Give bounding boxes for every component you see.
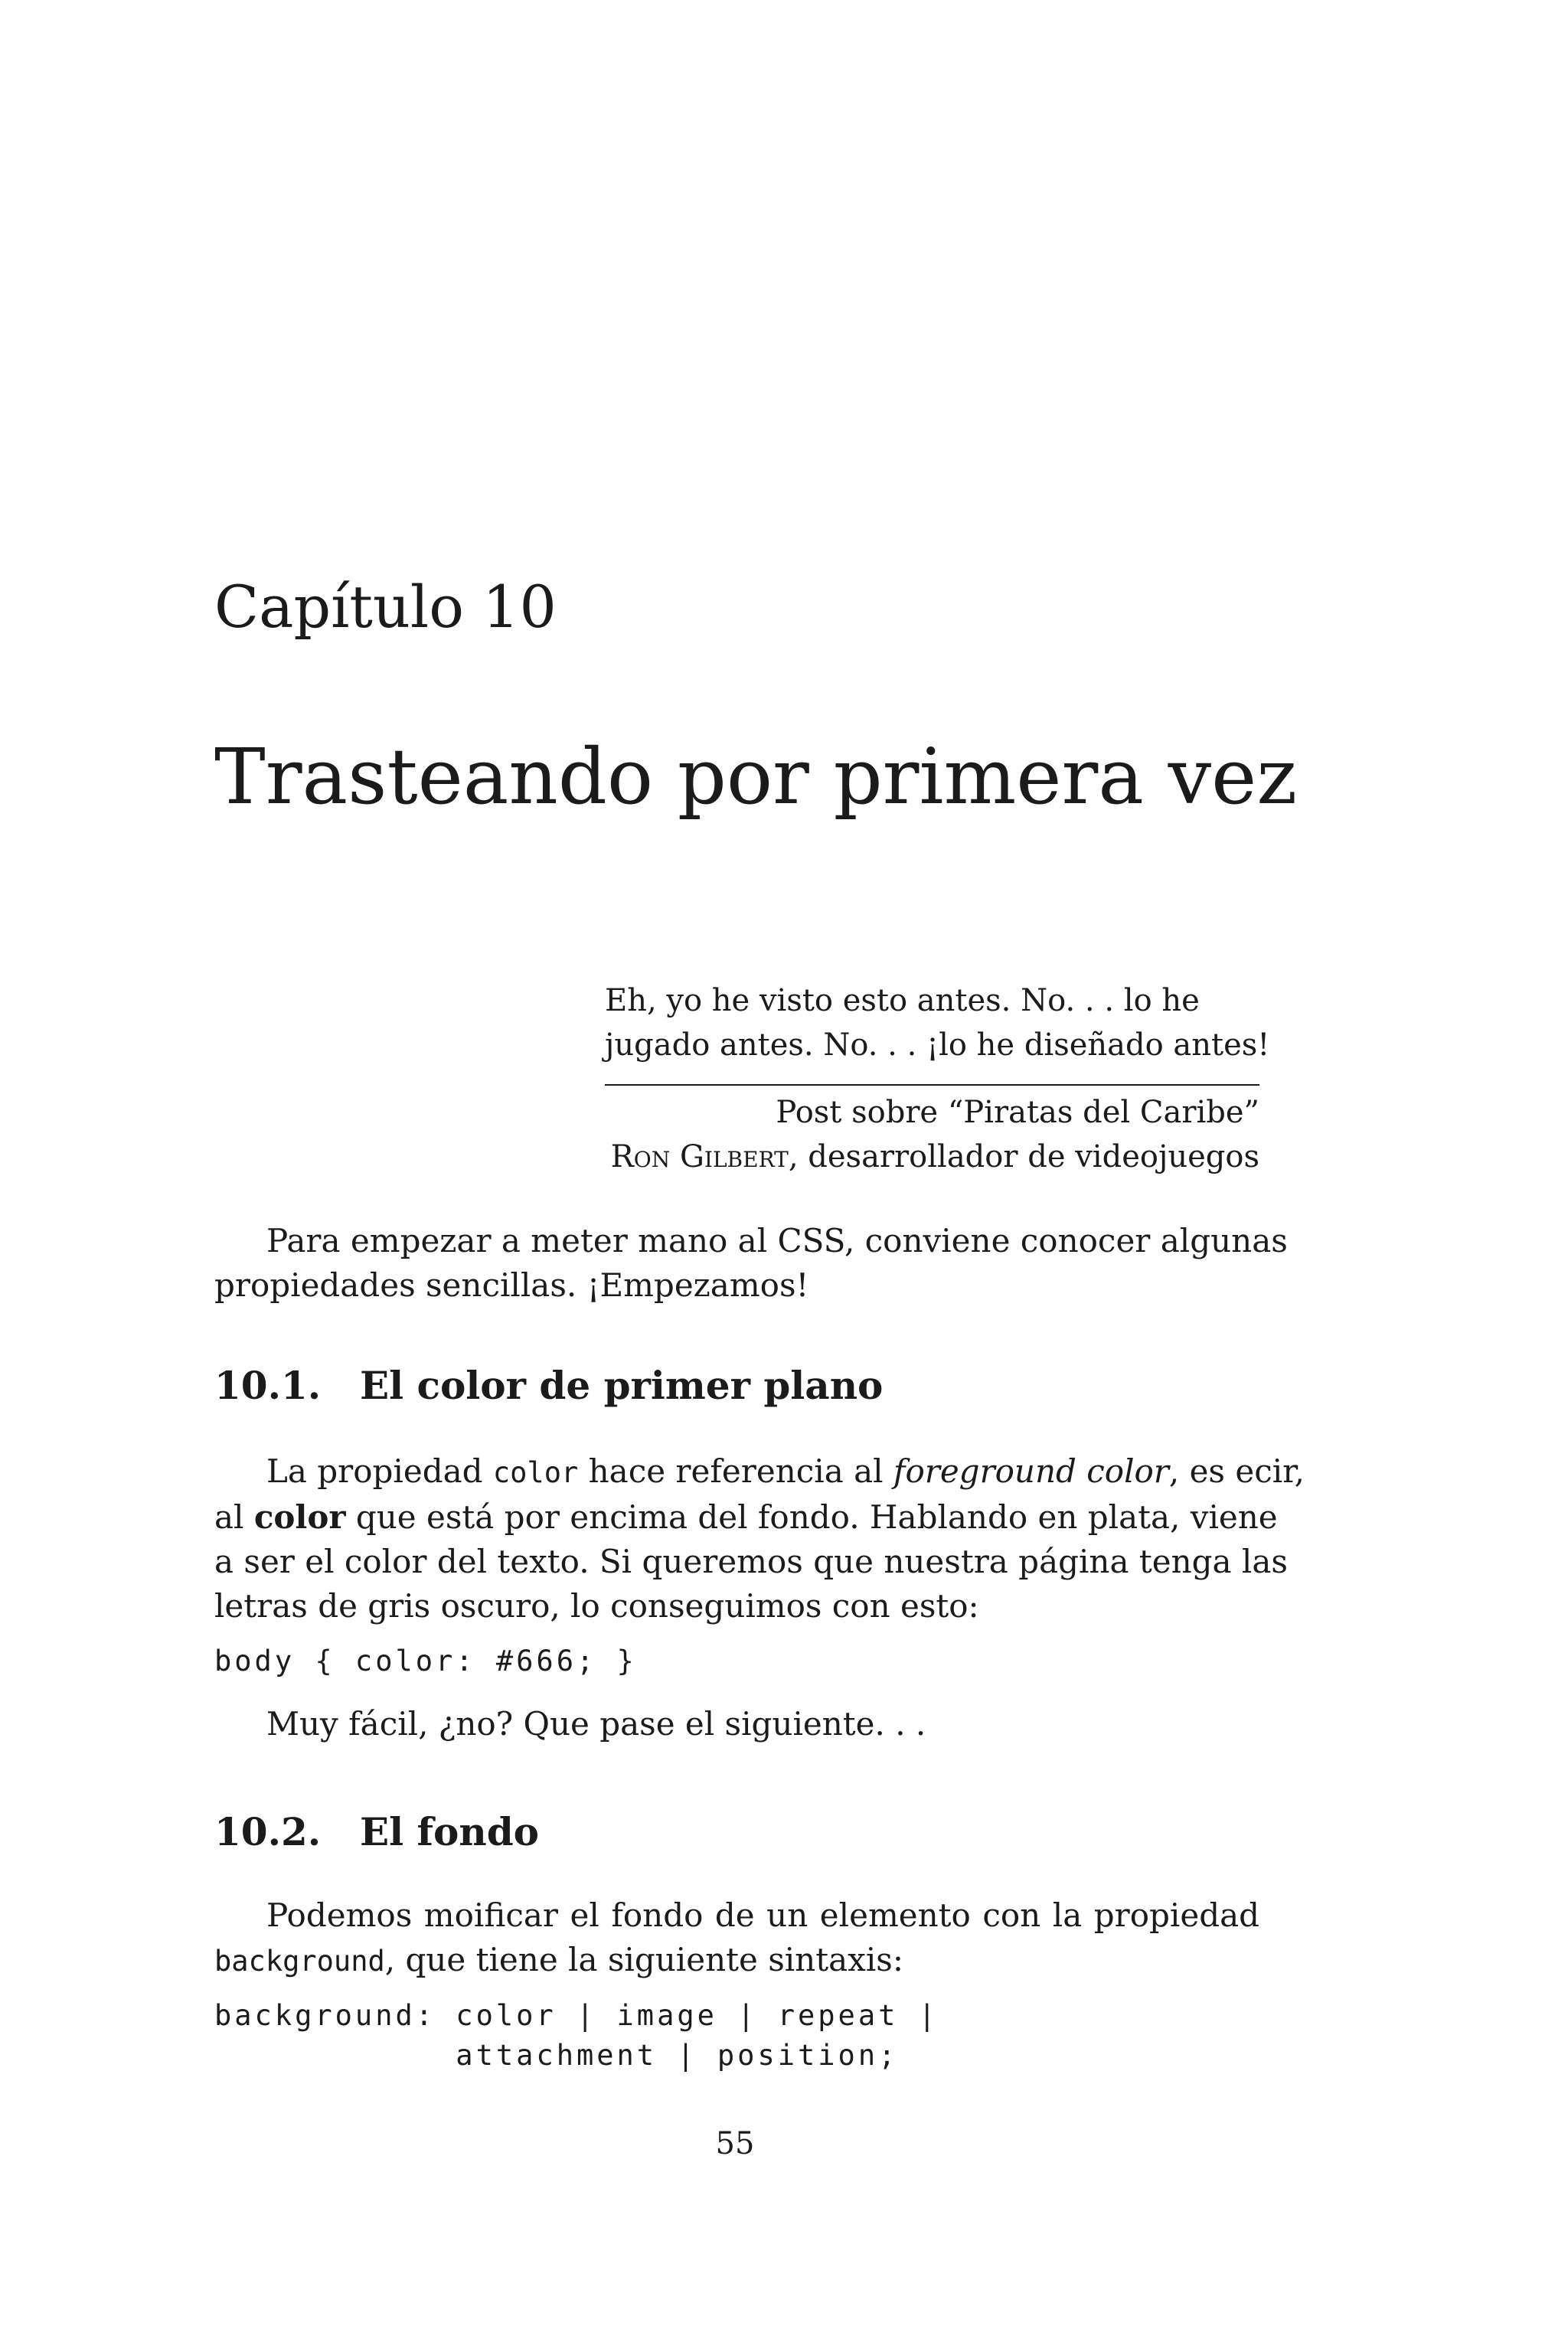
code-line: attachment | position; (214, 2039, 899, 2072)
code-block-background (214, 1996, 939, 2076)
color-paragraph (214, 1449, 1305, 1628)
paragraph-line: Muy fácil, ¿no? Que pase el siguiente. . . (266, 1705, 926, 1743)
section-title: El color de primer plano (360, 1363, 884, 1408)
bold-term: color (253, 1498, 346, 1536)
section-heading-10-2 (214, 1809, 540, 1854)
paragraph-line (214, 1938, 1259, 1984)
text-run: La propiedad (266, 1452, 493, 1490)
text-run: que está por encima del fondo. Hablando en plata, viene (345, 1498, 1278, 1536)
section-heading-10-1 (214, 1363, 884, 1408)
page-number: 55 (715, 2126, 755, 2161)
paragraph-line: propiedades sencillas. ¡Empezamos! (214, 1266, 809, 1304)
epigraph (605, 978, 1270, 1179)
epigraph-rule (605, 1084, 1259, 1086)
paragraph-line: Podemos moificar el fondo de un elemento con la propiedad (266, 1896, 1259, 1934)
section-number: 10.1. (214, 1363, 322, 1408)
text-run: , que tiene la siguiente sintaxis: (384, 1941, 903, 1978)
epigraph-quote-line: Eh, yo he visto esto antes. No. . . lo he (605, 983, 1200, 1018)
text-run: hace referencia al (578, 1452, 893, 1490)
text-run: , es ecir, (1168, 1452, 1305, 1490)
epigraph-author-name: Ron Gilbert (610, 1139, 789, 1174)
epigraph-author (605, 1135, 1259, 1179)
background-paragraph (214, 1893, 1259, 1984)
chapter-label: Capítulo 10 (214, 573, 557, 641)
intro-paragraph (214, 1219, 1288, 1308)
inline-code: background (214, 1945, 385, 1978)
paragraph-line: a ser el color del texto. Si queremos que nuestra página tenga las (214, 1543, 1288, 1580)
paragraph-line (214, 1449, 1305, 1495)
paragraph-line: Para empezar a meter mano al CSS, conviene conocer algunas (266, 1222, 1288, 1259)
paragraph-line: letras de gris oscuro, lo conseguimos con esto: (214, 1587, 979, 1625)
chapter-title: Trasteando por primera vez (214, 732, 1298, 822)
epigraph-source: Post sobre “Piratas del Caribe” (776, 1095, 1259, 1130)
text-run: al (214, 1498, 254, 1536)
paragraph-line (214, 1495, 1278, 1540)
section-title: El fondo (360, 1809, 540, 1854)
inline-code: color (492, 1456, 579, 1489)
epigraph-quote-line: jugado antes. No. . . ¡lo he diseñado antes! (605, 1027, 1270, 1063)
epigraph-quote (605, 978, 1270, 1067)
section-number: 10.2. (214, 1809, 322, 1854)
epigraph-author-role: , desarrollador de videojuegos (788, 1139, 1259, 1174)
color-followup-paragraph (214, 1702, 1259, 1746)
emphasis: foreground color (893, 1452, 1169, 1490)
code-line: background: color | image | repeat | (214, 1999, 939, 2032)
code-block-color: body { color: #666; } (214, 1645, 637, 1677)
